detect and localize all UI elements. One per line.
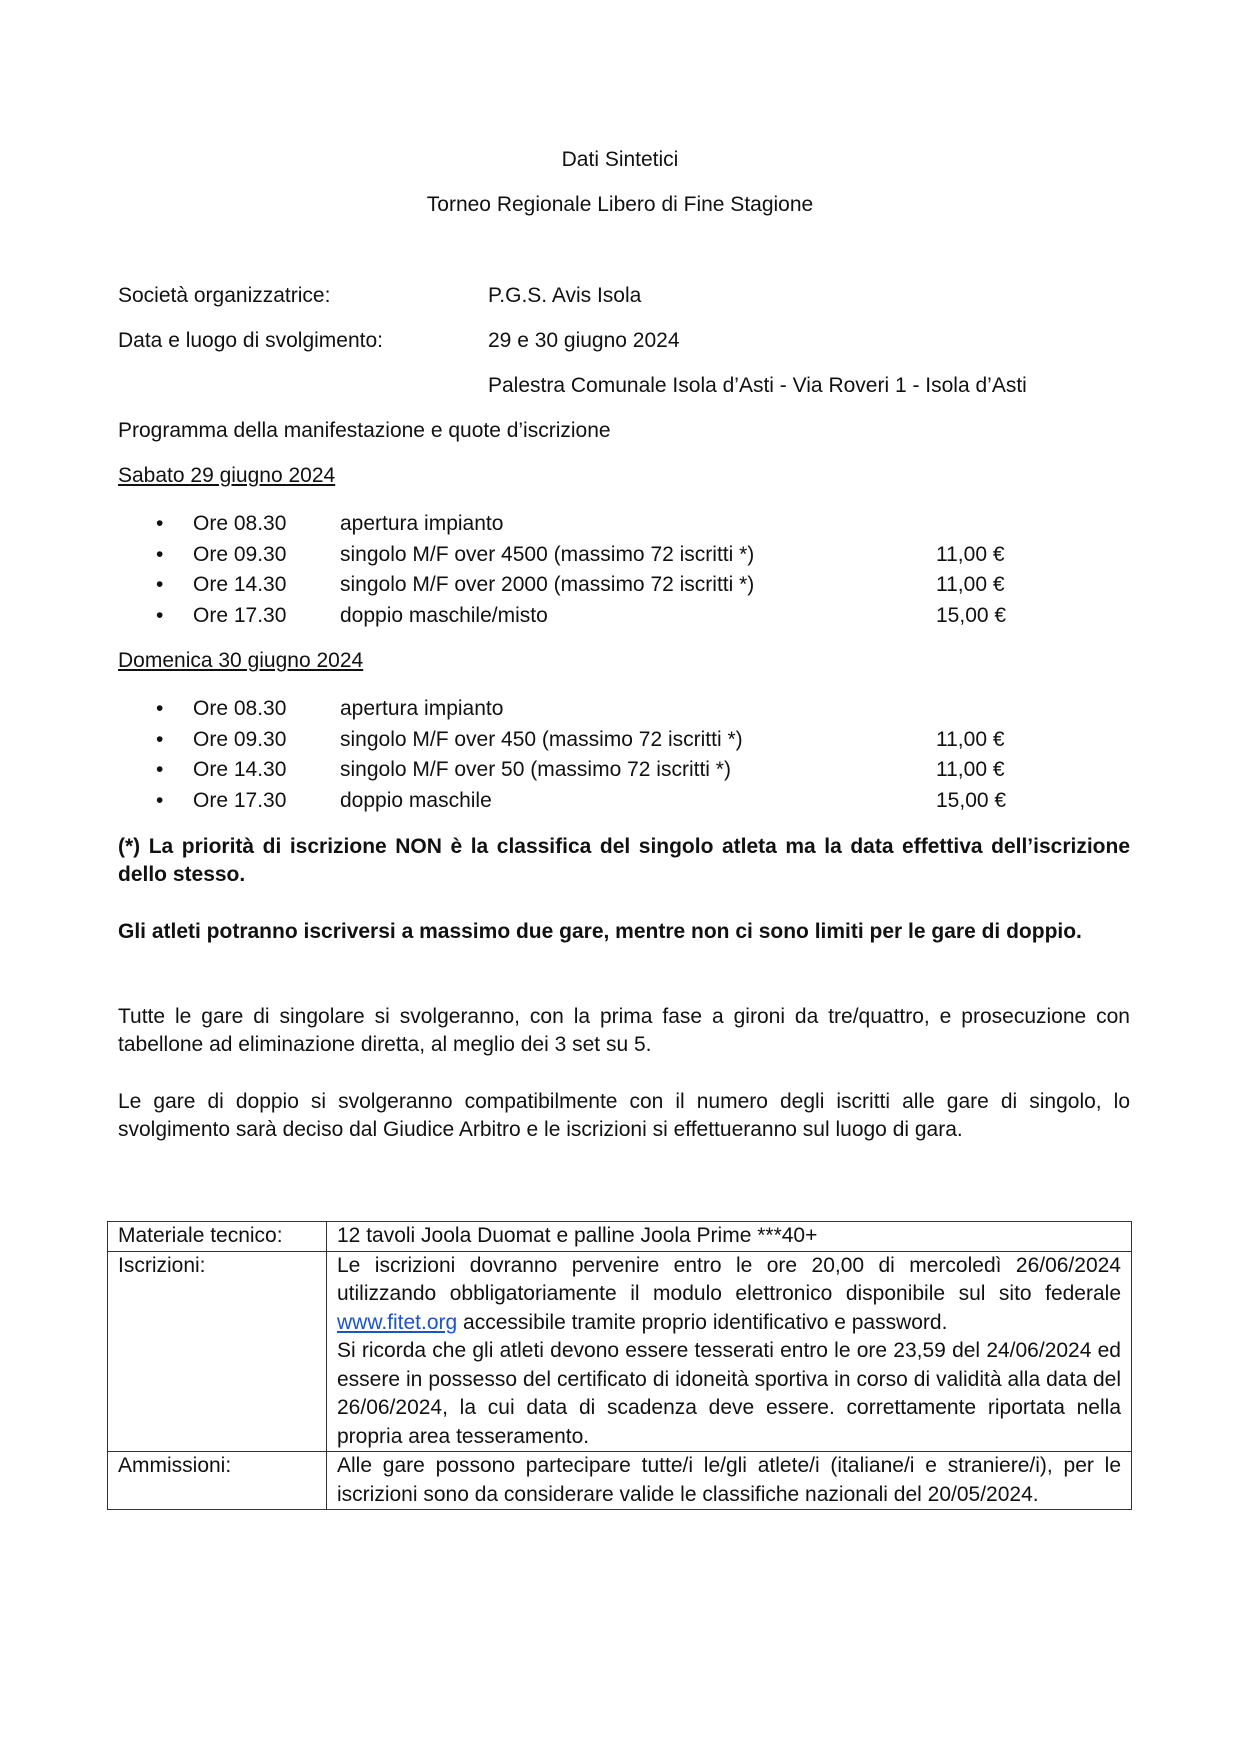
event-description: doppio maschile/misto [340, 603, 548, 627]
material-value: 12 tavoli Joola Duomat e palline Joola Prime ***40+ [327, 1222, 1132, 1252]
admission-label: Ammissioni: [108, 1452, 327, 1510]
doc-subtitle: Torneo Regionale Libero di Fine Stagione [426, 193, 814, 216]
doubles-format-paragraph: Le gare di doppio si svolgeranno compatibilmente con il numero degli iscritti alle gare di singolo, lo svolgimento sarà deciso dal Giudice Arbitro e le iscrizioni si effettueranno sul luogo di gara. [118, 1090, 1130, 1141]
list-item [118, 572, 1038, 603]
registration-paragraph [337, 1252, 1121, 1338]
bullet-icon: • [156, 512, 164, 535]
bullet-icon: • [156, 788, 164, 812]
event-time: Ore 09.30 [193, 727, 287, 751]
organizer-value: P.G.S. Avis Isola [488, 284, 642, 307]
bullet-icon: • [156, 542, 164, 566]
event-description: apertura impianto [340, 512, 504, 535]
venue-value: Palestra Comunale Isola d’Asti - Via Roveri 1 - Isola d’Asti [488, 374, 1027, 397]
doc-title: Dati Sintetici [561, 148, 679, 171]
event-time: Ore 09.30 [193, 542, 287, 566]
bullet-icon: • [156, 758, 164, 781]
day-title-sunday: Domenica 30 giugno 2024 [118, 649, 364, 672]
admission-value: Alle gare possono partecipare tutte/i le/gli atlete/i (italiane/i e straniere/i), per le iscrizioni sono da considerare valide le classifiche nazionali del 20/05/2024. [327, 1452, 1132, 1510]
table-row [108, 1251, 1132, 1452]
day-title-saturday: Sabato 29 giugno 2024 [118, 464, 336, 487]
event-price: 15,00 € [936, 788, 1007, 812]
list-item [118, 757, 1038, 788]
list-item [118, 696, 1038, 727]
event-price: 11,00 € [936, 573, 1005, 596]
event-price: 11,00 € [936, 727, 1005, 751]
event-time: Ore 14.30 [193, 573, 287, 596]
event-time: Ore 08.30 [193, 512, 287, 535]
organizer-label: Società organizzatrice: [118, 284, 331, 307]
details-table [107, 1221, 1132, 1510]
bullet-icon: • [156, 727, 164, 751]
registration-label: Iscrizioni: [108, 1251, 327, 1452]
bullet-icon: • [156, 573, 164, 596]
list-item [118, 542, 1038, 573]
event-time: Ore 17.30 [193, 603, 287, 627]
event-description: apertura impianto [340, 697, 504, 720]
event-price: 15,00 € [936, 603, 1007, 627]
table-row [108, 1452, 1132, 1510]
registration-note: Si ricorda che gli atleti devono essere tesserati entro le ore 23,59 del 24/06/2024 ed essere in possesso del certificato di idoneità sportiva in corso di validità alla data del 26/06/2024, la cui data di scadenza deve essere. correttamente riportata nella propria area tesseramento. [337, 1339, 1121, 1448]
event-description: singolo M/F over 2000 (massimo 72 iscritti *) [340, 573, 755, 596]
limit-note: Gli atleti potranno iscriversi a massimo due gare, mentre non ci sono limiti per le gare di doppio. [118, 920, 1082, 943]
list-item [118, 511, 1038, 542]
event-price: 11,00 € [936, 542, 1005, 566]
registration-value [327, 1251, 1132, 1452]
bullet-icon: • [156, 697, 164, 720]
singles-format-paragraph: Tutte le gare di singolare si svolgeranno, con la prima fase a gironi da tre/quattro, e prosecuzione con tabellone ad eliminazione diretta, al meglio dei 3 set su 5. [118, 1005, 1130, 1056]
event-price: 11,00 € [936, 758, 1005, 781]
registration-text: Le iscrizioni dovranno pervenire entro le ore 20,00 di mercoledì 26/06/2024 utilizzando obbligatoriamente il modulo elettronico disponibile sul sito federale [337, 1253, 1121, 1305]
date-value: 29 e 30 giugno 2024 [488, 329, 680, 352]
event-time: Ore 08.30 [193, 697, 287, 720]
bullet-icon: • [156, 603, 164, 627]
list-item [118, 603, 1038, 634]
table-row [108, 1222, 1132, 1252]
event-time: Ore 14.30 [193, 758, 287, 781]
event-time: Ore 17.30 [193, 788, 287, 812]
fitet-link[interactable]: www.fitet.org [337, 1310, 458, 1334]
schedule-sunday [118, 696, 1038, 818]
event-description: singolo M/F over 450 (massimo 72 iscritti *) [340, 727, 743, 751]
date-label: Data e luogo di svolgimento: [118, 329, 383, 352]
material-label: Materiale tecnico: [108, 1222, 327, 1252]
event-description: singolo M/F over 4500 (massimo 72 iscritti *) [340, 542, 755, 566]
program-heading: Programma della manifestazione e quote d’iscrizione [118, 419, 611, 442]
schedule-saturday [118, 511, 1038, 633]
priority-note: (*) La priorità di iscrizione NON è la classifica del singolo atleta ma la data effettiva dell’iscrizione dello stesso. [118, 835, 1130, 886]
event-description: singolo M/F over 50 (massimo 72 iscritti *) [340, 758, 731, 781]
list-item [118, 727, 1038, 758]
event-description: doppio maschile [340, 788, 492, 812]
list-item [118, 788, 1038, 819]
registration-text-end: accessibile tramite proprio identificativo e password. [457, 1310, 948, 1334]
